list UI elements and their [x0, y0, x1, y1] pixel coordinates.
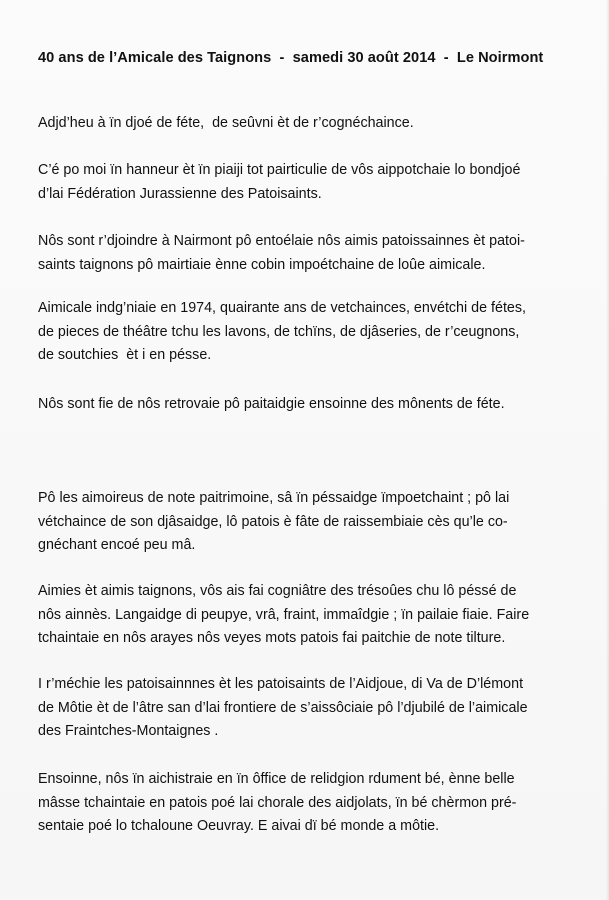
text-line: de pieces de théâtre tchu les lavons, de tchïns, de djâseries, de r’ceugnons, — [38, 323, 520, 340]
paragraph-8 — [38, 673, 578, 744]
text-line: I r’méchie les patoisainnnes èt les patoisaints de l’Aidjoue, di Va de D’lémont — [38, 676, 524, 692]
text-line: Adjd’heu à ïn djoé de féte, de seûvni èt de r’cognéchaince. — [38, 115, 414, 131]
text-line: nôs ainnès. Langaidge di peupye, vrâ, fraint, immaîdgie ; ïn pailaie fiaie. Faire — [38, 606, 530, 623]
text-line: C’é po moi ïn hanneur èt ïn piaiji tot pairticulie de vôs aippotchaie lo bondjoé — [38, 162, 521, 178]
document-title: 40 ans de l’Amicale des Taignons - samedi 30 août 2014 - Le Noirmont — [38, 50, 544, 66]
text-line: d’lai Fédération Jurassienne des Patoisaints. — [38, 185, 322, 202]
paragraph-1 — [38, 112, 578, 136]
paragraph-4 — [38, 297, 578, 368]
text-line: Ensoinne, nôs ïn aichistraie en ïn ôffice de relidgion rdument bé, ènne belle — [38, 771, 515, 787]
text-line: saints taignons pô mairtiaie ènne cobin impoétchaine de loûe aimicale. — [38, 256, 486, 273]
text-line: de soutchies èt i en pésse. — [38, 347, 212, 363]
text-line: sentaie poé lo tchaloune Oeuvray. E aivai dï bé monde a môtie. — [38, 818, 440, 834]
text-line: gnéchant encoé peu mâ. — [38, 537, 196, 553]
text-line: Nôs sont fie de nôs retrovaie pô paitaidgie ensoinne des mônents de féte. — [38, 396, 505, 412]
text-line: vétchaince de son djâsaidge, lô patois è fâte de raissembiaie cès qu’le co- — [38, 513, 508, 530]
paragraph-6 — [38, 487, 578, 558]
text-line: Aimicale indg’niaie en 1974, quairante ans de vetchainces, envétchi de fétes, — [38, 300, 527, 316]
text-line: des Fraintches-Montaignes . — [38, 723, 219, 739]
paragraph-3 — [38, 230, 578, 277]
paragraph-5 — [38, 393, 578, 417]
text-line: tchaintaie en nôs arayes nôs veyes mots patois fai paitchie de note tilture. — [38, 630, 506, 646]
paragraph-9 — [38, 768, 578, 839]
text-line: Aimies èt aimis taignons, vôs ais fai cogniâtre des trésoûes chu lô péssé de — [38, 583, 517, 599]
text-line: Nôs sont r’djoindre à Nairmont pô entoélaie nôs aimis patoissainnes èt patoi- — [38, 233, 525, 249]
text-line: de Môtie èt de l’âtre san d’lai frontiere de s’aissôciaie pô l’djubilé de l’aimicale — [38, 699, 528, 716]
text-line: Pô les aimoireus de note paitrimoine, sâ ïn péssaidge ïmpoetchaint ; pô lai — [38, 490, 510, 506]
paragraph-7 — [38, 580, 578, 651]
paragraph-2 — [38, 159, 578, 206]
text-line: mâsse tchaintaie en patois poé lai chorale des aidjolats, ïn bé chèrmon pré- — [38, 794, 517, 811]
